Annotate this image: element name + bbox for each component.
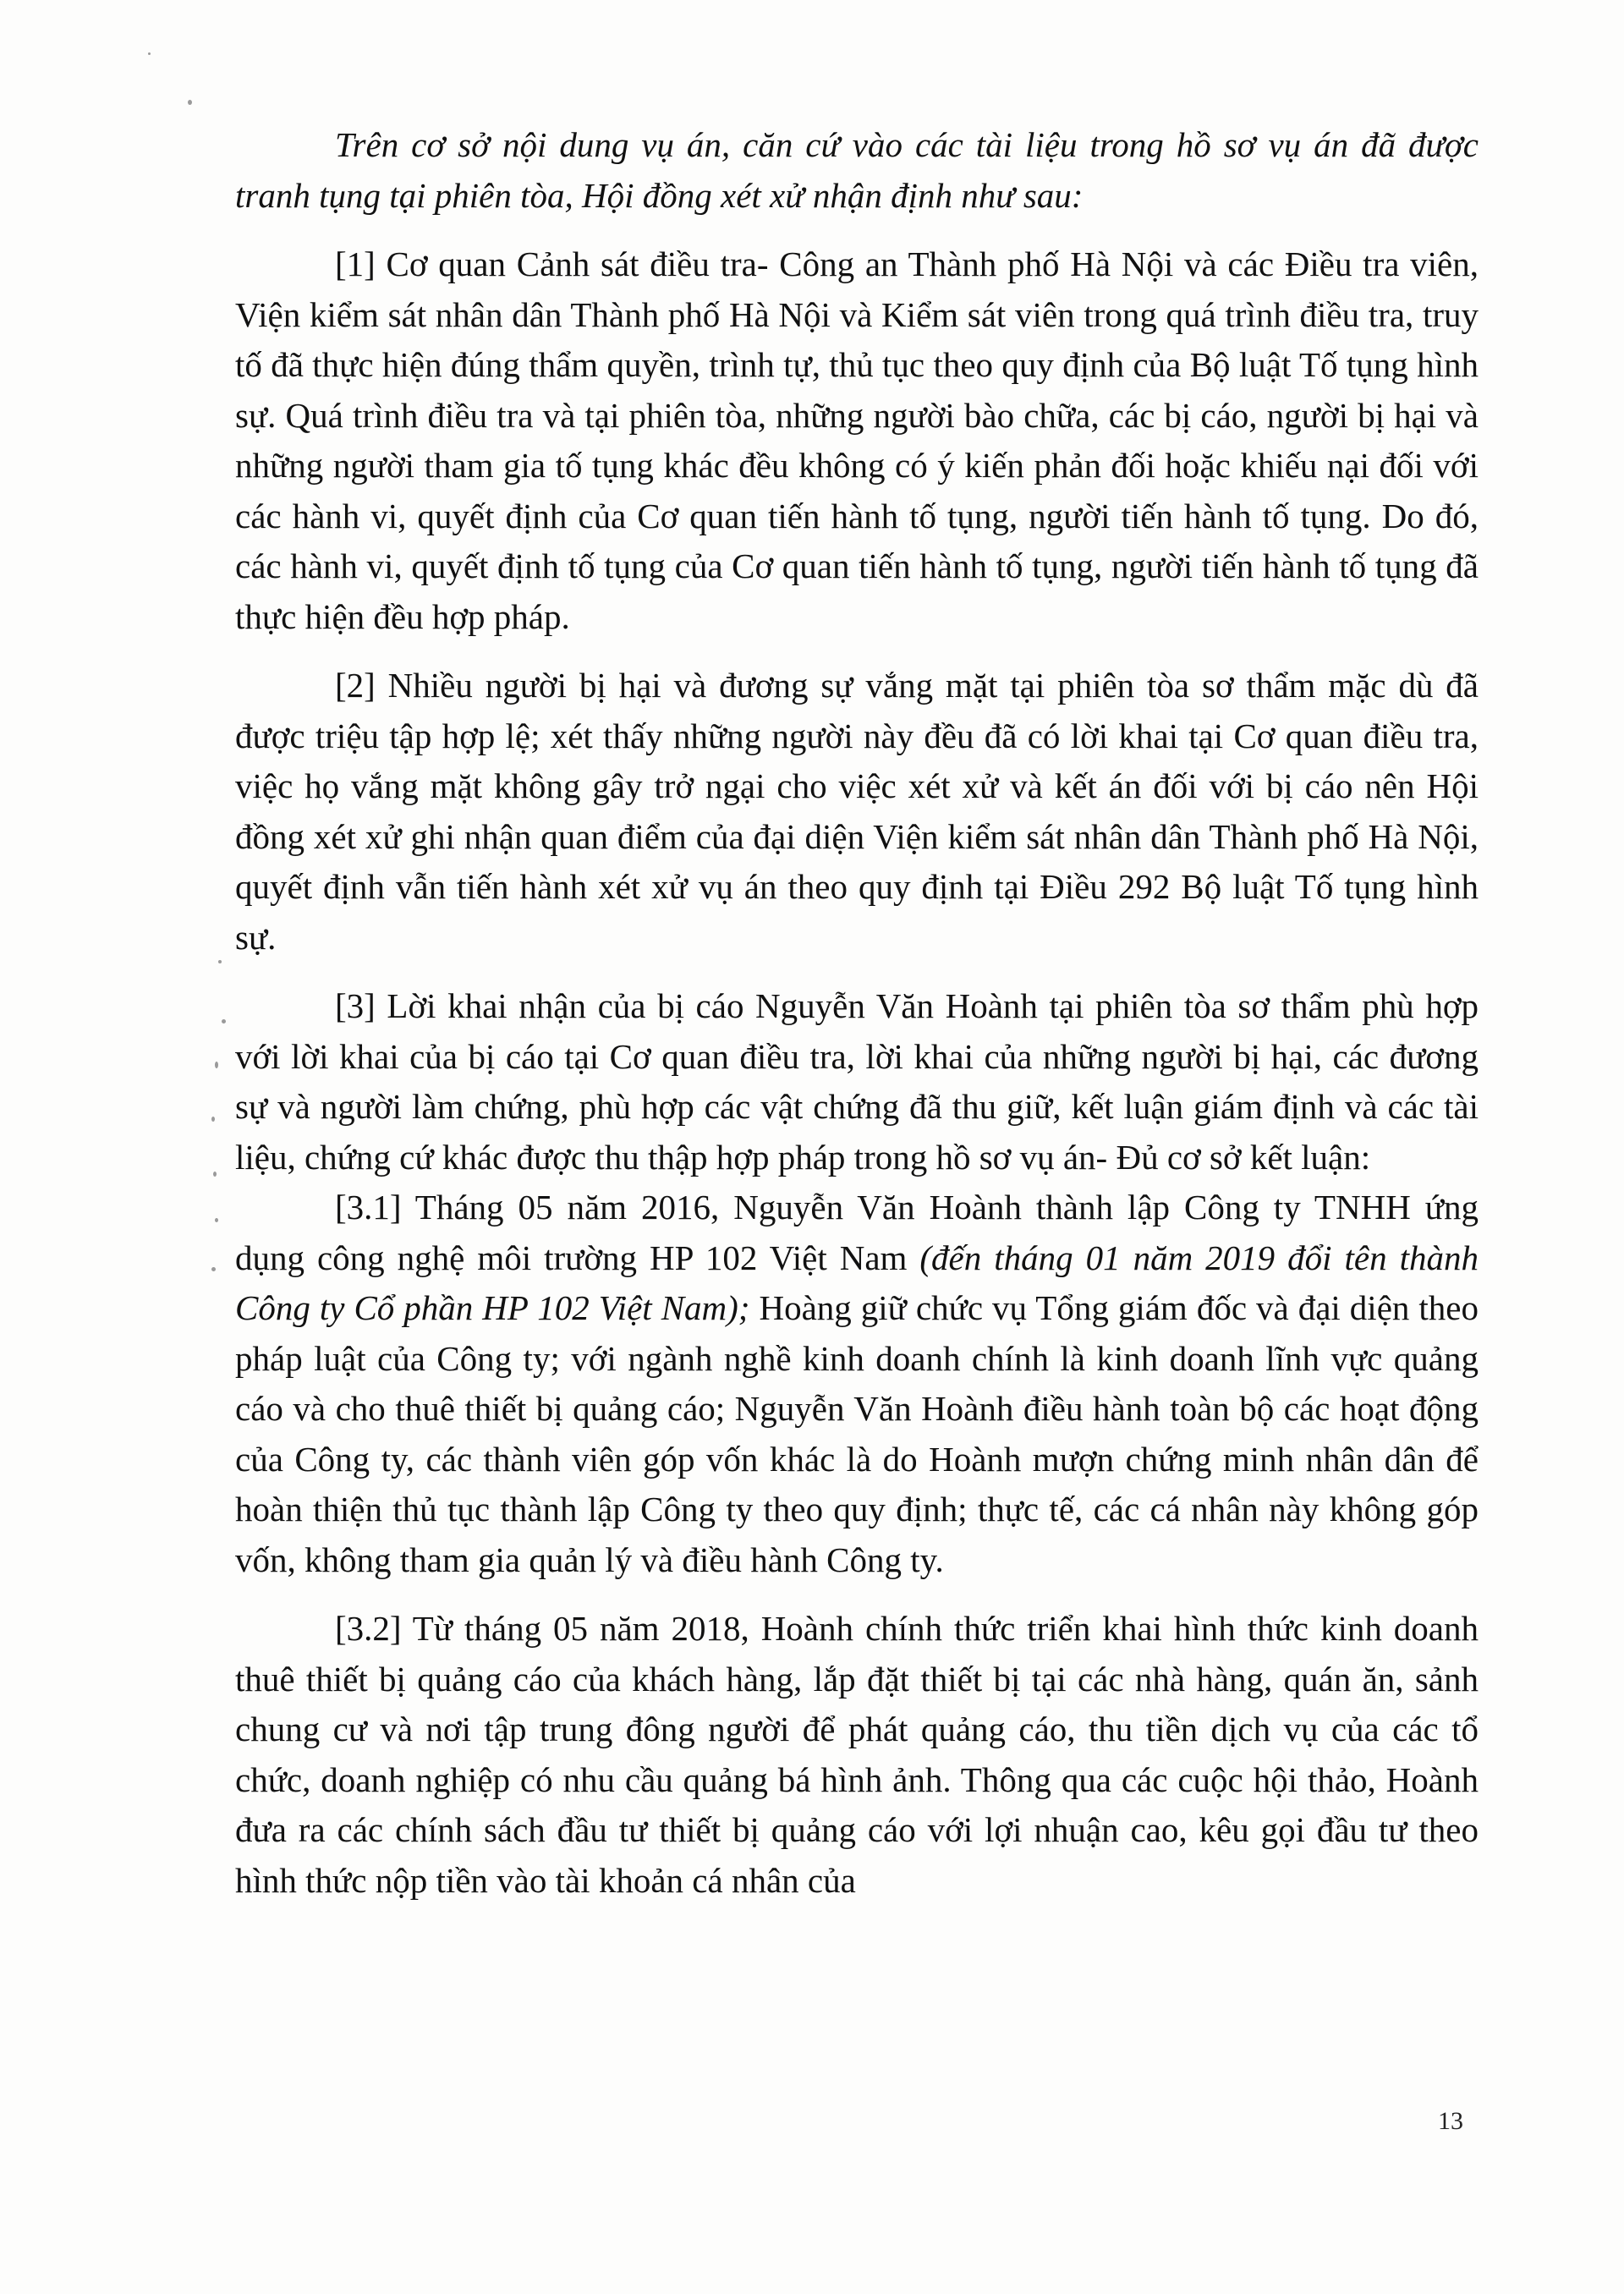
document-body: [235, 120, 1479, 1906]
scan-speck: [218, 960, 222, 963]
scan-speck: [222, 1019, 226, 1024]
scan-speck: [215, 1062, 218, 1068]
paragraph-3: [3] Lời khai nhận của bị cáo Nguyễn Văn Hoành tại phiên tòa sơ thẩm phù hợp với lời khai của bị cáo tại Cơ quan điều tra, lời khai của những người bị hại, các đương sự và người làm chứng, phù hợp các vật chứng đã thu giữ, kết luận giám định và các tài liệu, chứng cứ khác được thu thập hợp pháp trong hồ sơ vụ án- Đủ cơ sở kết luận:: [235, 986, 1479, 1177]
intro-paragraph: Trên cơ sở nội dung vụ án, căn cứ vào các tài liệu trong hồ sơ vụ án đã được tranh tụng tại phiên tòa, Hội đồng xét xử nhận định như sau:: [235, 125, 1479, 215]
scan-speck: [211, 1267, 216, 1271]
paragraph-3-2: [3.2] Từ tháng 05 năm 2018, Hoành chính thức triển khai hình thức kinh doanh thuê thiết bị quảng cáo của khách hàng, lắp đặt thiết bị tại các nhà hàng, quán ăn, sảnh chung cư và nơi tập trung đông người để phát quảng cáo, thu tiền dịch vụ của các tổ chức, doanh nghiệp có nhu cầu quảng bá hình ảnh. Thông qua các cuộc hội thảo, Hoành đưa ra các chính sách đầu tư thiết bị quảng cáo với lợi nhuận cao, kêu gọi đầu tư theo hình thức nộp tiền vào tài khoản cá nhân của: [235, 1609, 1479, 1900]
scan-speck: [148, 52, 151, 55]
paragraph-3-1-italic-note: (đến tháng 01 năm 2019 đổi tên thành Công ty Cổ phần HP 102 Việt Nam);: [235, 1238, 1479, 1327]
paragraph-2: [2] Nhiều người bị hại và đương sự vắng mặt tại phiên tòa sơ thẩm mặc dù đã được triệu tập hợp lệ; xét thấy những người này đều đã có lời khai tại Cơ quan điều tra, việc họ vắng mặt không gây trở ngại cho việc xét xử và kết án đối với bị cáo nên Hội đồng xét xử ghi nhận quan điểm của đại diện Viện kiểm sát nhân dân Thành phố Hà Nội, quyết định vẫn tiến hành xét xử vụ án theo quy định tại Điều 292 Bộ luật Tố tụng hình sự.: [235, 666, 1479, 957]
page-number: 13: [1438, 2107, 1463, 2135]
paragraph-3-1-text-b: Hoàng giữ chức vụ Tổng giám đốc và đại diện theo pháp luật của Công ty; với ngành nghề kinh doanh chính là kinh doanh lĩnh vực quảng cáo và cho thuê thiết bị quảng cáo; Nguyễn Văn Hoành điều hành toàn bộ các hoạt động của Công ty, các thành viên góp vốn khác là do Hoành mượn chứng minh nhân dân để hoàn thiện thủ tục thành lập Công ty theo quy định; thực tế, các cá nhân này không góp vốn, không tham gia quản lý và điều hành Công ty.: [235, 1288, 1479, 1579]
scan-speck: [215, 1218, 218, 1222]
scan-speck: [188, 100, 192, 105]
paragraph-3-1-text-a: [3.1] Tháng 05 năm 2016, Nguyễn Văn Hoành thành lập Công ty TNHH ứng dụng công nghệ môi trường HP 102 Việt Nam: [235, 1188, 1479, 1277]
scan-speck: [213, 1172, 217, 1177]
paragraph-1: [1] Cơ quan Cảnh sát điều tra- Công an Thành phố Hà Nội và các Điều tra viên, Viện kiểm sát nhân dân Thành phố Hà Nội và Kiểm sát viên trong quá trình điều tra, truy tố đã thực hiện đúng thẩm quyền, trình tự, thủ tục theo quy định của Bộ luật Tố tụng hình sự. Quá trình điều tra và tại phiên tòa, những người bào chữa, các bị cáo, người bị hại và những người tham gia tố tụng khác đều không có ý kiến phản đối hoặc khiếu nại đối với các hành vi, quyết định của Cơ quan tiến hành tố tụng, người tiến hành tố tụng. Do đó, các hành vi, quyết định tố tụng của Cơ quan tiến hành tố tụng, người tiến hành tố tụng đã thực hiện đều hợp pháp.: [235, 244, 1479, 636]
scan-speck: [211, 1117, 215, 1122]
paragraph-3-1: [235, 1183, 1479, 1585]
